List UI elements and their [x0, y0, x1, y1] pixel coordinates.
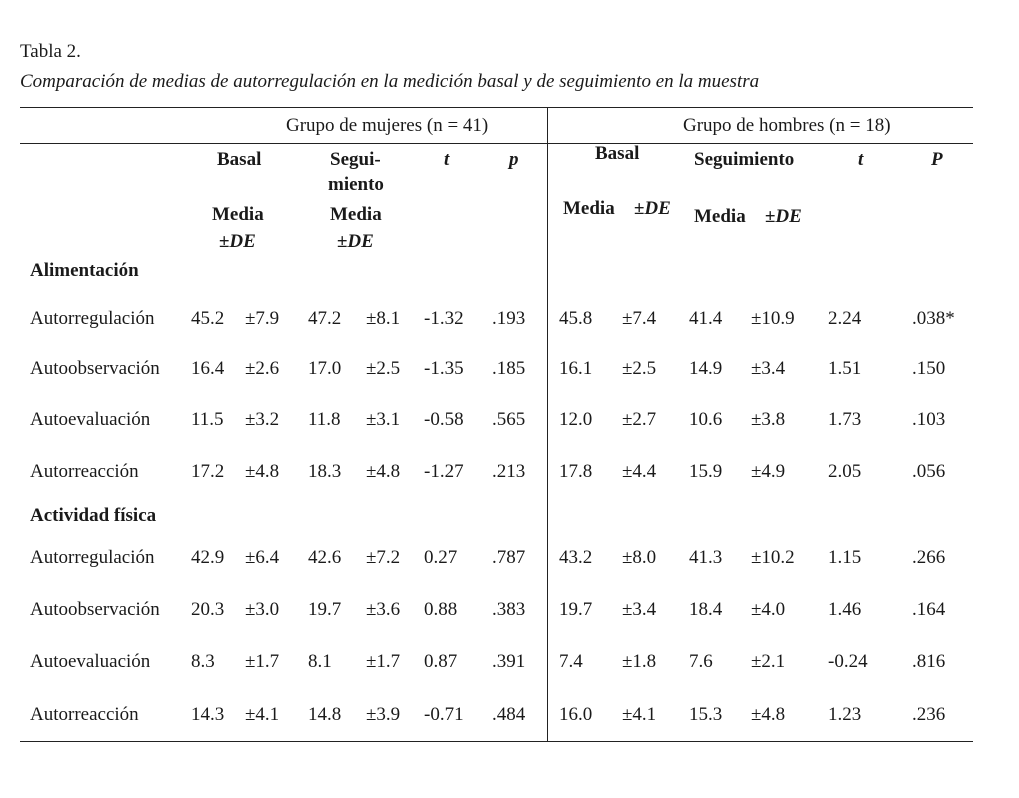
cell-men-basal-mean: 45.8 [559, 308, 593, 329]
row-label: Autorreacción [30, 704, 139, 725]
cell-women-seg-mean: 17.0 [308, 358, 342, 379]
cell-men-basal-sd: ±1.8 [622, 651, 657, 672]
cell-women-p: .193 [492, 308, 526, 329]
men-media-header-2: Media [694, 206, 746, 227]
cell-women-p: .787 [492, 547, 526, 568]
men-p-header: P [931, 149, 943, 170]
cell-men-basal-sd: ±2.7 [622, 409, 657, 430]
cell-men-seg-mean: 7.6 [689, 651, 713, 672]
cell-women-t: -1.32 [424, 308, 464, 329]
women-p-header: p [509, 149, 519, 170]
cell-men-basal-mean: 17.8 [559, 461, 593, 482]
cell-women-basal-mean: 45.2 [191, 308, 225, 329]
cell-women-basal-mean: 16.4 [191, 358, 225, 379]
cell-men-basal-sd: ±8.0 [622, 547, 657, 568]
header-rule [20, 143, 973, 144]
cell-women-p: .383 [492, 599, 526, 620]
cell-women-p: .484 [492, 704, 526, 725]
women-de-header-2: ±DE [337, 231, 374, 252]
men-seg-header: Seguimiento [694, 149, 795, 170]
table-caption: Comparación de medias de autorregulación en la medición basal y de seguimiento en la muestra [20, 71, 760, 92]
cell-men-p: .266 [912, 547, 946, 568]
cell-women-seg-sd: ±8.1 [366, 308, 401, 329]
cell-women-seg-mean: 18.3 [308, 461, 342, 482]
cell-women-seg-sd: ±3.1 [366, 409, 401, 430]
cell-men-seg-sd: ±4.9 [751, 461, 786, 482]
women-media-header-1: Media [212, 204, 264, 225]
cell-men-p: .103 [912, 409, 946, 430]
men-media-header-1: Media [563, 198, 615, 219]
cell-women-seg-mean: 47.2 [308, 308, 342, 329]
cell-men-p: .038* [912, 308, 955, 329]
cell-men-seg-sd: ±10.9 [751, 308, 795, 329]
cell-men-seg-mean: 41.3 [689, 547, 723, 568]
cell-women-basal-mean: 42.9 [191, 547, 225, 568]
cell-women-t: -1.35 [424, 358, 464, 379]
cell-men-basal-mean: 19.7 [559, 599, 593, 620]
cell-men-basal-sd: ±4.4 [622, 461, 657, 482]
cell-men-seg-sd: ±10.2 [751, 547, 795, 568]
cell-men-seg-mean: 14.9 [689, 358, 723, 379]
cell-women-seg-sd: ±4.8 [366, 461, 401, 482]
row-label: Autoevaluación [30, 409, 151, 430]
cell-men-seg-mean: 18.4 [689, 599, 723, 620]
cell-men-p: .164 [912, 599, 946, 620]
cell-women-basal-sd: ±6.4 [245, 547, 280, 568]
cell-women-basal-mean: 14.3 [191, 704, 225, 725]
cell-men-seg-mean: 41.4 [689, 308, 723, 329]
row-label: Autoobservación [30, 599, 160, 620]
cell-men-p: .056 [912, 461, 946, 482]
cell-women-seg-sd: ±1.7 [366, 651, 401, 672]
cell-women-seg-mean: 8.1 [308, 651, 332, 672]
cell-women-t: -1.27 [424, 461, 464, 482]
men-de-header-1: ±DE [634, 198, 671, 219]
cell-women-seg-mean: 42.6 [308, 547, 342, 568]
cell-men-basal-mean: 12.0 [559, 409, 593, 430]
cell-women-seg-sd: ±3.6 [366, 599, 401, 620]
cell-men-t: 1.51 [828, 358, 862, 379]
women-seg-header-2: miento [328, 174, 384, 195]
cell-men-basal-mean: 43.2 [559, 547, 593, 568]
women-basal-header: Basal [217, 149, 262, 170]
cell-women-basal-sd: ±3.2 [245, 409, 280, 430]
cell-women-basal-sd: ±7.9 [245, 308, 280, 329]
cell-women-seg-mean: 11.8 [308, 409, 341, 430]
men-de-header-2: ±DE [765, 206, 802, 227]
cell-women-t: 0.88 [424, 599, 458, 620]
cell-men-p: .150 [912, 358, 946, 379]
cell-men-t: 2.24 [828, 308, 862, 329]
cell-men-basal-mean: 16.1 [559, 358, 593, 379]
row-label: Autoobservación [30, 358, 160, 379]
row-label: Autorreacción [30, 461, 139, 482]
cell-men-basal-sd: ±7.4 [622, 308, 657, 329]
cell-men-basal-sd: ±3.4 [622, 599, 657, 620]
row-label: Autoevaluación [30, 651, 151, 672]
cell-women-t: 0.87 [424, 651, 458, 672]
women-de-header-1: ±DE [219, 231, 256, 252]
cell-women-basal-sd: ±1.7 [245, 651, 280, 672]
women-media-header-2: Media [330, 204, 382, 225]
top-rule [20, 107, 973, 108]
women-group-header: Grupo de mujeres (n = 41) [286, 115, 489, 136]
section-title: Actividad física [30, 505, 157, 526]
cell-women-basal-sd: ±2.6 [245, 358, 280, 379]
cell-women-t: 0.27 [424, 547, 458, 568]
group-divider [547, 107, 548, 741]
cell-men-seg-mean: 10.6 [689, 409, 723, 430]
cell-men-seg-sd: ±2.1 [751, 651, 786, 672]
men-t-header: t [858, 149, 864, 170]
cell-men-basal-mean: 16.0 [559, 704, 593, 725]
cell-men-p: .236 [912, 704, 946, 725]
cell-men-seg-mean: 15.3 [689, 704, 723, 725]
cell-women-basal-mean: 20.3 [191, 599, 225, 620]
cell-men-basal-mean: 7.4 [559, 651, 583, 672]
cell-women-t: -0.71 [424, 704, 464, 725]
men-basal-header: Basal [595, 143, 640, 164]
cell-women-seg-mean: 14.8 [308, 704, 342, 725]
cell-men-seg-sd: ±4.8 [751, 704, 786, 725]
cell-men-t: -0.24 [828, 651, 868, 672]
cell-women-p: .391 [492, 651, 526, 672]
cell-women-basal-mean: 17.2 [191, 461, 225, 482]
bottom-rule [20, 741, 973, 742]
cell-women-t: -0.58 [424, 409, 464, 430]
row-label: Autorregulación [30, 308, 155, 329]
men-group-header: Grupo de hombres (n = 18) [683, 115, 891, 136]
cell-women-basal-sd: ±4.1 [245, 704, 280, 725]
cell-women-seg-sd: ±2.5 [366, 358, 401, 379]
cell-women-basal-mean: 8.3 [191, 651, 215, 672]
cell-men-basal-sd: ±4.1 [622, 704, 657, 725]
cell-women-basal-sd: ±3.0 [245, 599, 280, 620]
cell-men-basal-sd: ±2.5 [622, 358, 657, 379]
cell-men-seg-sd: ±3.4 [751, 358, 786, 379]
cell-men-seg-sd: ±4.0 [751, 599, 786, 620]
row-label: Autorregulación [30, 547, 155, 568]
cell-men-t: 1.15 [828, 547, 862, 568]
cell-women-seg-sd: ±3.9 [366, 704, 401, 725]
cell-men-t: 2.05 [828, 461, 862, 482]
cell-women-seg-mean: 19.7 [308, 599, 342, 620]
cell-men-seg-mean: 15.9 [689, 461, 723, 482]
section-title: Alimentación [30, 260, 139, 281]
cell-women-p: .213 [492, 461, 526, 482]
cell-women-seg-sd: ±7.2 [366, 547, 401, 568]
women-seg-header-1: Segui- [330, 149, 381, 170]
cell-men-t: 1.73 [828, 409, 862, 430]
women-t-header: t [444, 149, 450, 170]
cell-women-p: .185 [492, 358, 526, 379]
cell-women-basal-mean: 11.5 [191, 409, 224, 430]
cell-women-p: .565 [492, 409, 526, 430]
cell-men-t: 1.46 [828, 599, 862, 620]
cell-men-t: 1.23 [828, 704, 862, 725]
table-label: Tabla 2. [20, 41, 81, 62]
cell-men-p: .816 [912, 651, 946, 672]
cell-men-seg-sd: ±3.8 [751, 409, 786, 430]
cell-women-basal-sd: ±4.8 [245, 461, 280, 482]
